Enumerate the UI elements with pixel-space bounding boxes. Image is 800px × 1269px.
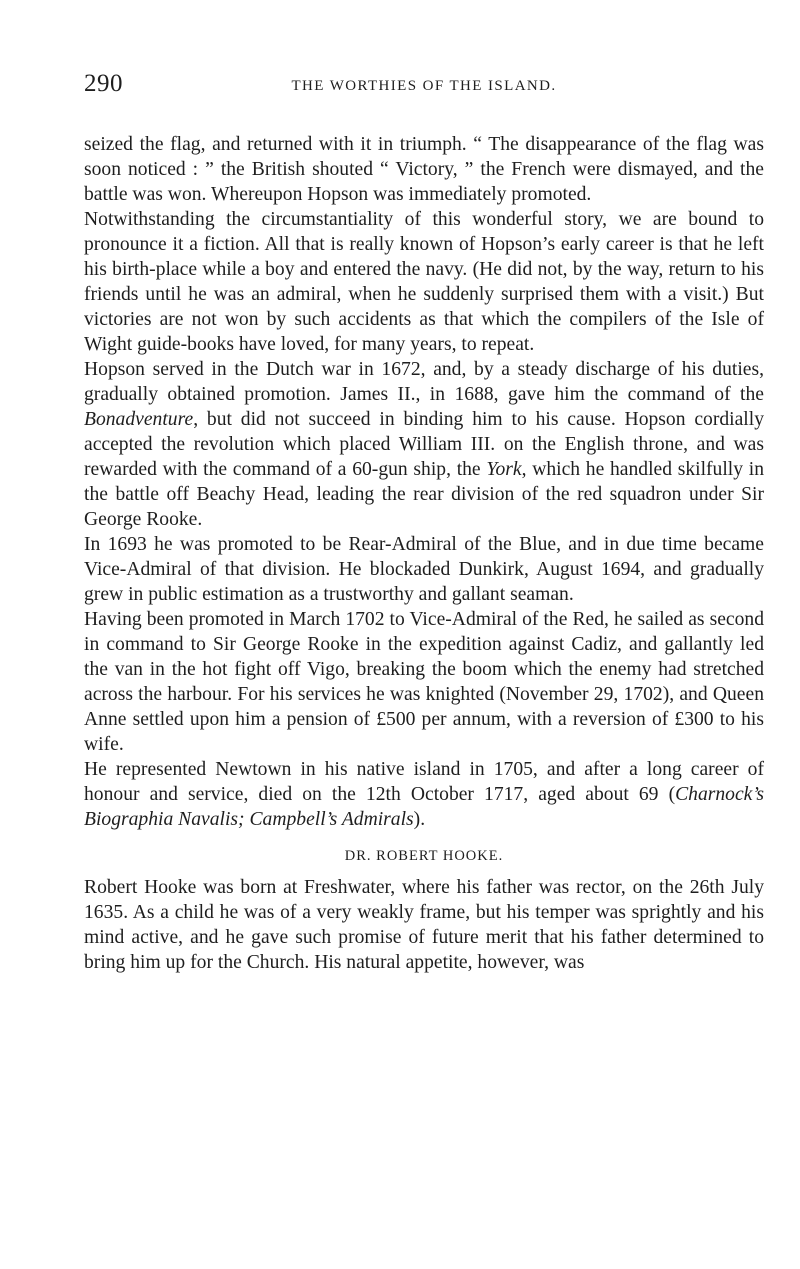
text-run: , which he handled skilfully in the battle off Beachy Head, leading the rear division of the red squadron under Sir George Rooke. (84, 459, 764, 530)
citation-italic: Charnock’s Biographia Navalis; Campbell’s Admirals (84, 784, 764, 830)
page-header (84, 70, 764, 110)
text-run: In 1693 he was promoted to be Rear-Admiral of the Blue, and in due time became Vice-Admiral of that division. He blockaded Dunkirk, August 1694, and gradually grew in public estimation as a trustworthy and gallant seaman. (84, 534, 764, 605)
page-number: 290 (84, 70, 123, 97)
paragraph (84, 757, 764, 832)
text-run: Having been promoted in March 1702 to Vice-Admiral of the Red, he sailed as second in command to Sir George Rooke in the expedition against Cadiz, and gallantly led the van in the hot fight off Vigo, breaking the boom which the enemy had stretched across the harbour. For his services he was knighted (November 29, 1702), and Queen Anne settled upon him a pension of £500 per annum, with a reversion of £300 to his wife. (84, 609, 764, 755)
paragraph (84, 357, 764, 532)
section-heading: DR. ROBERT HOOKE. (344, 848, 504, 864)
paragraph (84, 532, 764, 607)
ship-name-italic: Bonadventure (84, 409, 194, 430)
text-run: Notwithstanding the circumstantiality of this wonderful story, we are bound to pronounce it a fiction. All that is really known of Hopson’s early career is that he left his birth-place while a boy and entered the navy. (He did not, by the way, return to his friends until he was an admiral, when he suddenly surprised them with a visit.) But victories are not won by such accidents as that which the compilers of the Isle of Wight guide-books have loved, for many years, to repeat. (84, 209, 764, 355)
paragraph (84, 875, 764, 975)
text-run: seized the flag, and returned with it in triumph. “ The disappearance of the flag was soon noticed : ” the British shouted “ Victory, ” the French were dismayed, and the battle was won. Whereupon Hopson was immediately promoted. (84, 134, 764, 205)
book-page (84, 70, 764, 975)
text-run: He represented Newtown in his native island in 1705, and after a long career of honour and service, died on the 12th October 1717, aged about 69 ( (84, 759, 764, 805)
text-run: Robert Hooke was born at Freshwater, where his father was rector, on the 26th July 1635. As a child he was of a very weakly frame, but his temper was sprightly and his mind active, and he gave such promise of future merit that his father determined to bring him up for the Church. His natural appetite, however, was (84, 877, 764, 973)
text-run: , but did not succeed in binding him to his cause. Hopson cordially accepted the revolution which placed William III. on the English throne, and was rewarded with the command of a 60-gun ship, the (84, 409, 764, 480)
paragraph (84, 607, 764, 757)
text-run: ). (413, 809, 426, 830)
text-run: Hopson served in the Dutch war in 1672, and, by a steady discharge of his duties, gradually obtained promotion. James II., in 1688, gave him the command of the (84, 359, 764, 405)
paragraph (84, 132, 764, 207)
paragraph (84, 207, 764, 357)
running-title: THE WORTHIES OF THE ISLAND. (291, 78, 557, 94)
body-text (84, 132, 764, 975)
ship-name-italic: York (486, 459, 522, 480)
